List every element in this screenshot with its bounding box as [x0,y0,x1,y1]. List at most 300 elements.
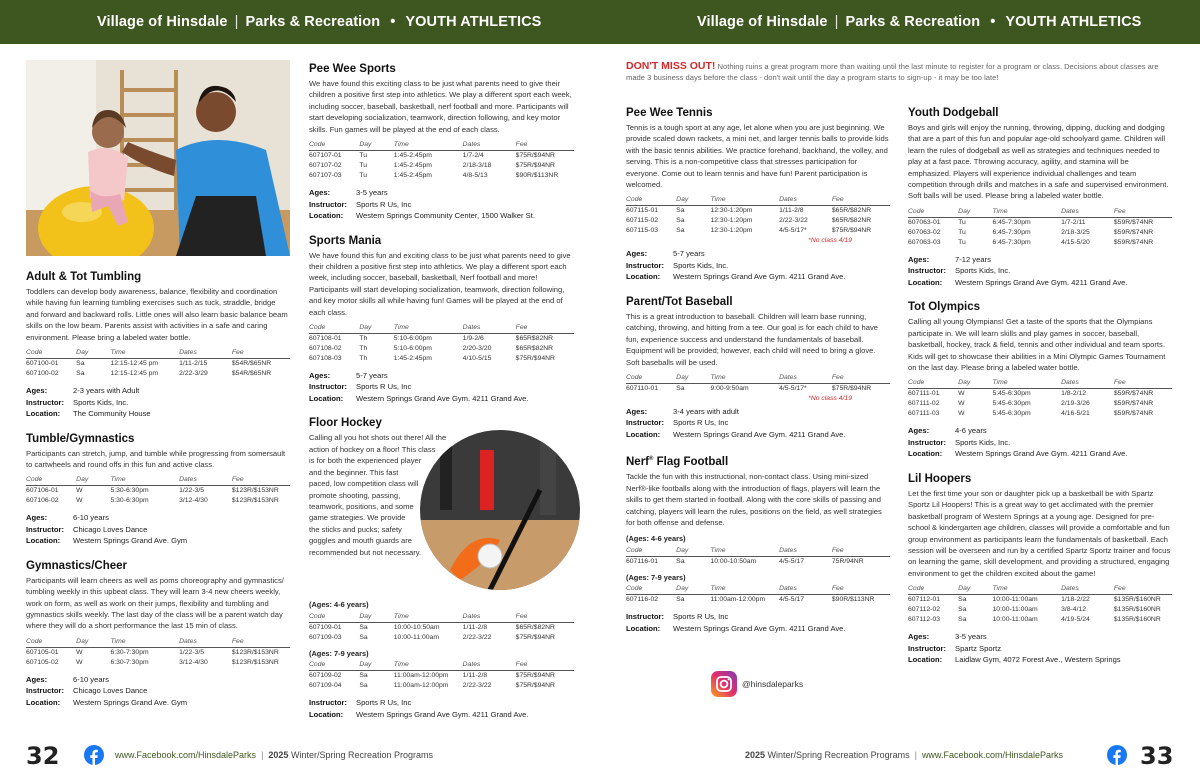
column-header: Day [958,584,992,595]
class-description: This is a great introduction to baseball. Children will learn base running, catching, throwing, and hitting from a tee. Our goal is for each child to have fun, experience success and understand the fundamentals of baseball. Equipment will be provided; however, each child will need to bring a glove. Soft baseballs will be used. [626,311,878,367]
table-cell: Tu [359,152,368,160]
schedule-header-row [309,140,574,151]
table-cell: Tu [958,238,966,246]
column-header: Code [626,584,676,595]
column-2 [309,62,574,732]
location-value: Laidlaw Gym, 4072 Forest Ave., Western Springs [955,655,1121,665]
table-row [309,633,574,643]
instructor-value: Sports Kids, Inc. [73,397,129,407]
table-row [26,496,290,506]
table-cell: W [958,390,965,398]
ages-label: Ages: [908,426,930,436]
column-header: Time [992,378,1061,389]
table-cell: $75R/$94NR [831,384,872,392]
table-cell: 607112-01 [908,596,940,604]
table-row [309,681,574,691]
table-cell: $75R/$94NR [515,354,555,362]
facebook-link[interactable]: www.Facebook.com/HinsdaleParks [115,750,257,760]
column-header: Dates [463,612,516,623]
class-pee-wee-sports [309,62,574,222]
class-title: Pee Wee Sports [309,63,396,75]
table-cell: 1/11-2/8 [462,672,488,680]
column-header: Day [958,207,992,218]
column-header: Time [394,612,463,623]
table-cell: Sa [359,682,368,690]
column-header: Dates [1061,207,1114,218]
column-header: Fee [832,584,890,595]
facebook-link[interactable]: www.Facebook.com/HinsdaleParks [921,750,1063,760]
column-header: Code [309,323,359,334]
ages-value: 7-12 years [955,254,991,264]
adult-tot-illustration [26,60,290,256]
table-cell: $123R/$153NR [231,487,279,495]
table-cell: 4/5-5/17 [779,557,805,565]
table-cell: 1/7-2/4 [462,152,484,160]
instructor-value: Sports Kids, Inc. [955,266,1011,276]
table-row [309,671,574,682]
column-header: Dates [779,546,832,557]
location-label: Location: [626,272,661,282]
table-cell: Sa [676,384,685,392]
column-header: Dates [779,195,832,206]
table-cell: Sa [676,596,685,604]
header-left [97,0,541,44]
column-header: Code [908,378,958,389]
class-tumble-gymnastics [26,432,290,547]
class-info [626,248,890,283]
table-row [626,226,890,236]
table-cell: 5:30-6:30pm [110,487,149,495]
table-cell: $75R/$94NR [515,162,555,170]
table-cell: 607115-03 [626,227,658,235]
ages-label: Ages: [26,513,48,523]
column-header: Day [676,546,710,557]
column-header: Day [676,195,710,206]
column-header: Day [676,584,710,595]
table-cell: Sa [76,360,85,368]
age-group-label: (Ages: 4-6 years) [626,534,686,544]
table-cell: 1:45-2:45pm [393,152,432,160]
ages-value: 4-6 years [955,426,987,436]
table-row [908,238,1172,248]
table-cell: 4/5-5/17 [779,596,805,604]
class-description: Boys and girls will enjoy the running, throwing, dipping, ducking and dodging that are a part of this fun and popular age-old schoolyard game. Children will learn the rules of dodgeball as well as strategies and techniques needed to play at a fast pace. Throwing accuracy, agility, and stamina will be emphasized. Players will experience individual challenges and team competition through drills and matches in a safe and supervised environment. Soft balls will be used. Please bring a labeled water bottle. [908,123,1169,201]
class-info [309,370,574,405]
table-cell: Th [359,334,368,342]
table-cell: 607108-02 [309,344,342,352]
column-header: Dates [463,660,516,671]
schedule-table [626,584,890,605]
table-cell: 12:15-12:45 pm [110,370,159,378]
class-info [626,611,890,634]
column-header: Code [309,140,359,151]
table-row [908,605,1172,615]
table-cell: $54R/$65NR [231,360,272,368]
age-group-label: (Ages: 7-9 years) [309,648,369,658]
table-row [26,369,290,379]
table-cell: W [958,410,965,418]
table-cell: 2/20-3/20 [462,344,492,352]
table-row [908,615,1172,625]
column-header: Time [394,140,463,151]
schedule-header-row [26,348,290,359]
table-cell: Sa [676,227,685,235]
footer-year: 2025 [745,750,766,760]
table-cell: 607105-02 [26,658,59,666]
column-header: Day [676,373,710,384]
table-cell: $135R/$160NR [1113,596,1161,604]
table-cell: $59R/$74NR [1113,228,1154,236]
table-cell: 12:30-1:20pm [710,217,753,225]
class-adult-tot-tumbling [26,270,290,420]
header-bullet: • [990,14,996,30]
instructor-label: Instructor: [908,643,946,653]
column-header: Fee [516,140,574,151]
table-cell: $75R/$94NR [515,672,555,680]
table-cell: 9:00-9:50am [710,384,749,392]
floor-hockey-illustration [420,430,580,590]
schedule-header-row [626,584,890,595]
table-cell: Tu [359,172,368,180]
schedule-table [908,378,1172,419]
instagram-link[interactable] [711,671,803,697]
table-cell: 11:00am-12:00pm [393,682,449,690]
table-cell: 607111-03 [908,410,940,418]
ages-label: Ages: [626,249,648,259]
table-row [908,399,1172,409]
column-header: Fee [516,323,574,334]
footer-right-text [745,750,1063,760]
location-label: Location: [626,623,661,633]
column-header: Time [394,660,463,671]
table-cell: 607063-03 [908,238,941,246]
schedule-table [26,348,290,379]
ages-label: Ages: [309,188,331,198]
schedule-header-row [626,195,890,206]
ages-label: Ages: [626,406,648,416]
location-value: Western Springs Grand Ave Gym. 4211 Grand Ave. [673,429,846,439]
column-header: Code [309,660,359,671]
table-cell: 5:45-6:30pm [992,410,1031,418]
table-cell: 10:00-10:50am [393,623,440,631]
table-cell: $54R/$65NR [231,370,272,378]
table-cell: Sa [359,633,368,641]
column-header: Fee [232,637,290,648]
column-header: Fee [1114,378,1172,389]
dont-miss-out-text: Nothing ruins a great program more than waiting until the last minute to register for a program or class. Decisions about classes are made 3 business days before the class - don't wait until the day a program starts to sign-up - it may be too late! [626,62,1159,83]
instructor-value: Chicago Loves Dance [73,524,148,534]
instructor-label: Instructor: [626,260,664,270]
table-row [626,556,890,567]
table-row [908,228,1172,238]
column-header: Time [110,475,179,486]
age-group-label: (Ages: 7-9 years) [626,572,686,582]
floor-hockey-photo [420,430,580,590]
column-header: Dates [179,475,232,486]
table-cell: 607106-02 [26,497,59,505]
table-row [626,216,890,226]
table-cell: $135R/$160NR [1113,606,1161,614]
table-cell: 12:30-1:20pm [710,207,753,215]
table-cell: 607112-03 [908,616,940,624]
table-cell: 607115-02 [626,217,658,225]
table-cell: 11:00am-12:00pm [710,596,766,604]
column-header: Dates [779,584,832,595]
instructor-value: Sports R Us, Inc [356,382,412,392]
schedule-table [908,207,1172,248]
column-header: Time [394,323,463,334]
column-header: Dates [1061,378,1114,389]
table-cell: W [76,658,83,666]
location-label: Location: [626,429,661,439]
class-title: Sports Mania [309,234,382,247]
table-cell: 607108-03 [309,354,342,362]
table-cell: 6:45-7:30pm [992,238,1031,246]
table-cell: 4/10-5/15 [462,354,492,362]
table-cell: $75R/$94NR [515,152,555,160]
location-value: Western Springs Grand Ave Gym. 4211 Grand Ave. [673,272,846,282]
column-header: Time [110,348,179,359]
footer-left-text [115,750,433,760]
column-header: Code [626,195,676,206]
header-section: YOUTH ATHLETICS [405,14,542,30]
class-info [26,385,290,420]
class-title: Tot Olympics [908,301,980,314]
table-cell: 2/18-3/25 [1061,228,1090,236]
instructor-value: Sports Kids, Inc. [955,437,1011,447]
table-cell: 2/22-3/29 [179,370,208,378]
ages-value: 3-4 years with adult [673,406,739,416]
table-cell: 607107-02 [309,162,342,170]
table-row [626,595,890,606]
table-cell: 607116-01 [626,557,658,565]
schedule-table [908,584,1172,625]
table-cell: 607109-02 [309,672,342,680]
page-number-left: 32 [26,742,60,770]
class-description: Participants can stretch, jump, and tumble while progressing from somersault to cartwheels and round offs in this fun and active class. [26,448,286,469]
table-cell: W [76,487,83,495]
table-cell: $90R/$113NR [515,172,559,180]
column-header: Time [992,584,1061,595]
schedule-table [309,612,574,643]
table-cell: $65R$82NR [515,334,554,342]
table-cell: 1/11-2/15 [179,360,208,368]
table-cell: 1:45-2:45pm [393,162,432,170]
table-cell: 1/7-2/11 [1061,218,1086,226]
schedule-header-row [309,323,574,334]
table-cell: 1/11-2/8 [779,207,804,215]
table-cell: 6:45-7:30pm [992,218,1031,226]
schedule-header-row [26,475,290,486]
page-footer [0,740,1200,770]
table-cell: 607110-01 [626,384,658,392]
ages-value: 5-7 years [356,370,388,380]
table-cell: 607111-02 [908,400,940,408]
table-cell: $75R/$94NR [515,682,555,690]
table-cell: 1:45-2:45pm [393,172,432,180]
dont-miss-out-headline: DON'T MISS OUT! [626,60,716,72]
dont-miss-out-notice [626,61,1176,84]
table-cell: 10:00-11:00am [393,633,439,641]
schedule-table [26,475,290,506]
table-cell: $65R/$82NR [831,217,872,225]
column-header: Dates [179,637,232,648]
table-cell: 10:00-11:00am [992,596,1038,604]
column-header: Day [359,140,393,151]
class-title: Gymnastics/Cheer [26,559,127,572]
header-separator: | [234,14,239,30]
instructor-value: Sports R Us, Inc [356,199,412,209]
table-cell: 1/22-3/5 [179,487,205,495]
schedule-table [626,373,890,394]
class-description: Tackle the fun with this instructional, non-contact class. Using mini-sized Nerf®-like footballs along with the introduction of flags, players will learn the skills to get them started in football. Along with the core skills of passing and catching, players will learn the rules, positions on the field, as well strategies for both offense and defense. [626,472,882,527]
facebook-icon[interactable] [1107,745,1127,765]
header-dept: Parks & Recreation [245,14,381,30]
table-cell: Sa [76,370,85,378]
class-description: We have found this exciting class to be just what parents need to give their children a positive first step into athletics. We play a different sport each week, including soccer, baseball, basketball, nerf football and more. Participants will start developing socialization, teamwork, direction following, and key motor skills. Fun games will be played at the end of each class. [309,79,572,134]
class-title: Tumble/Gymnastics [26,432,135,445]
table-cell: 607109-04 [309,682,342,690]
column-header: Dates [463,323,516,334]
column-header: Day [359,660,393,671]
schedule-table [309,660,574,691]
table-cell: 607106-01 [26,487,59,495]
table-cell: 607063-02 [908,228,941,236]
column-header: Code [26,348,76,359]
column-header: Code [309,612,359,623]
table-row [908,217,1172,228]
table-cell: 607115-01 [626,207,658,215]
table-cell: $59R/$74NR [1113,400,1154,408]
table-cell: 4/8-5/13 [462,172,488,180]
location-value: Western Springs Grand Ave Gym. 4211 Grand Ave. [356,393,529,403]
location-label: Location: [908,655,943,665]
table-cell: 5:45-6:30pm [992,390,1031,398]
class-pee-wee-tennis [626,106,890,283]
table-cell: 4/5-5/17* [779,384,807,392]
location-label: Location: [26,409,61,419]
header-bullet: • [390,14,396,30]
table-cell: 1:45-2:45pm [393,354,432,362]
class-info [26,674,290,709]
table-cell: 12:15-12:45 pm [110,360,159,368]
table-row [26,647,290,658]
table-row [626,383,890,394]
table-cell: Sa [958,606,967,614]
class-floor-hockey [309,416,574,720]
table-cell: 5:30-6:30pm [110,497,149,505]
class-description: Participants will learn cheers as well as poms choreography and gymnastics/ tumbling weekly in this upbeat class. They will learn 3-4 new cheers weekly, work on form, as well as work on their jumps, flexibility and tumbling and gymnastics skills weekly. The last day of the class will be a parent watch day where they will do a short performance the last 15 min of class. [26,575,284,631]
table-cell: 6:30-7:30pm [110,648,149,656]
column-header: Time [710,373,779,384]
schedule-table [626,195,890,236]
table-cell: 6:30-7:30pm [110,658,149,666]
class-nerf-flag-football [626,452,890,634]
table-cell: 607111-01 [908,390,940,398]
schedule-header-row [626,373,890,384]
table-cell: 4/19-5/24 [1061,616,1090,624]
instructor-value: Sports R Us, Inc [356,698,412,708]
class-gymnastics-cheer [26,559,290,709]
table-cell: W [76,648,83,656]
table-cell: 607109-03 [309,633,342,641]
class-youth-dodgeball [908,106,1172,288]
class-title: Youth Dodgeball [908,107,999,119]
location-label: Location: [309,709,344,719]
table-cell: 607100-02 [26,370,59,378]
table-row [26,486,290,497]
table-cell: 607116-02 [626,596,658,604]
class-title: Pee Wee Tennis [626,107,713,119]
facebook-icon[interactable] [84,745,104,765]
table-cell: 4/15-5/20 [1061,238,1090,246]
location-label: Location: [908,449,943,459]
table-cell: Sa [359,672,368,680]
column-header: Fee [832,373,890,384]
instructor-label: Instructor: [309,199,347,209]
ages-value: 2-3 years with Adult [73,386,140,396]
ages-value: 3-5 years [356,188,388,198]
schedule-table [309,140,574,181]
table-cell: 607107-03 [309,172,342,180]
table-cell: Tu [359,162,368,170]
class-info [908,254,1172,289]
footer-separator: | [914,750,917,760]
column-header: Dates [463,140,516,151]
class-sports-mania [309,234,574,405]
column-header: Code [908,207,958,218]
class-title: Parent/Tot Baseball [626,295,733,308]
column-header: Code [26,637,76,648]
class-title-rest: Flag Football [653,456,729,469]
instructor-label: Instructor: [908,266,946,276]
table-row [26,359,290,370]
table-cell: W [958,400,965,408]
instructor-label: Instructor: [26,686,64,696]
table-row [908,595,1172,606]
table-cell: 2/22-3/22 [462,682,492,690]
column-header: Time [992,207,1061,218]
ages-value: 3-5 years [955,632,987,642]
class-info [626,406,890,441]
table-cell: 3/8-4/12 [1061,606,1087,614]
column-header: Dates [179,348,232,359]
schedule-header-row [908,207,1172,218]
column-1 [26,270,290,720]
column-header: Fee [1114,584,1172,595]
location-label: Location: [309,211,344,221]
table-cell: 1/18-2/22 [1061,596,1090,604]
column-header: Fee [232,475,290,486]
registered-mark: ® [649,456,654,463]
table-row [309,161,574,171]
column-header: Code [626,546,676,557]
table-cell: 5:10-6:00pm [393,344,432,352]
table-cell: 1/22-3/5 [179,648,205,656]
table-cell: 607108-01 [309,334,342,342]
column-4 [908,106,1172,678]
header-village: Village of Hinsdale [97,14,228,30]
table-cell: 2/22-3/22 [462,633,492,641]
class-title-main: Nerf [626,456,650,469]
class-description: Tennis is a tough sport at any age, let alone when you are just beginning. We provide scaled down rackets, a mini net, and larger tennis balls to provide kids with the basic tennis abilities. We practice forehand, backhand, the volley, and serving. This is a non-competitive class that stresses participation for everyone. Come out to learn tennis and have fun! Parent participation is welcomed. [626,123,889,190]
column-header: Time [710,195,779,206]
class-description: Calling all you hot shots out there! All the action of hockey on a floor! This class is for both the experienced player and the beginner. This fast paced, low competition class will promote shooting, passing, teamwork, positions, and some game strategies. We provide the sticks and pucks; safety goggles and mouth guards are recommended but not necessary. [309,433,447,557]
class-info [908,631,1172,666]
table-row [309,344,574,354]
schedule-header-row [626,546,890,557]
column-header: Fee [832,195,890,206]
